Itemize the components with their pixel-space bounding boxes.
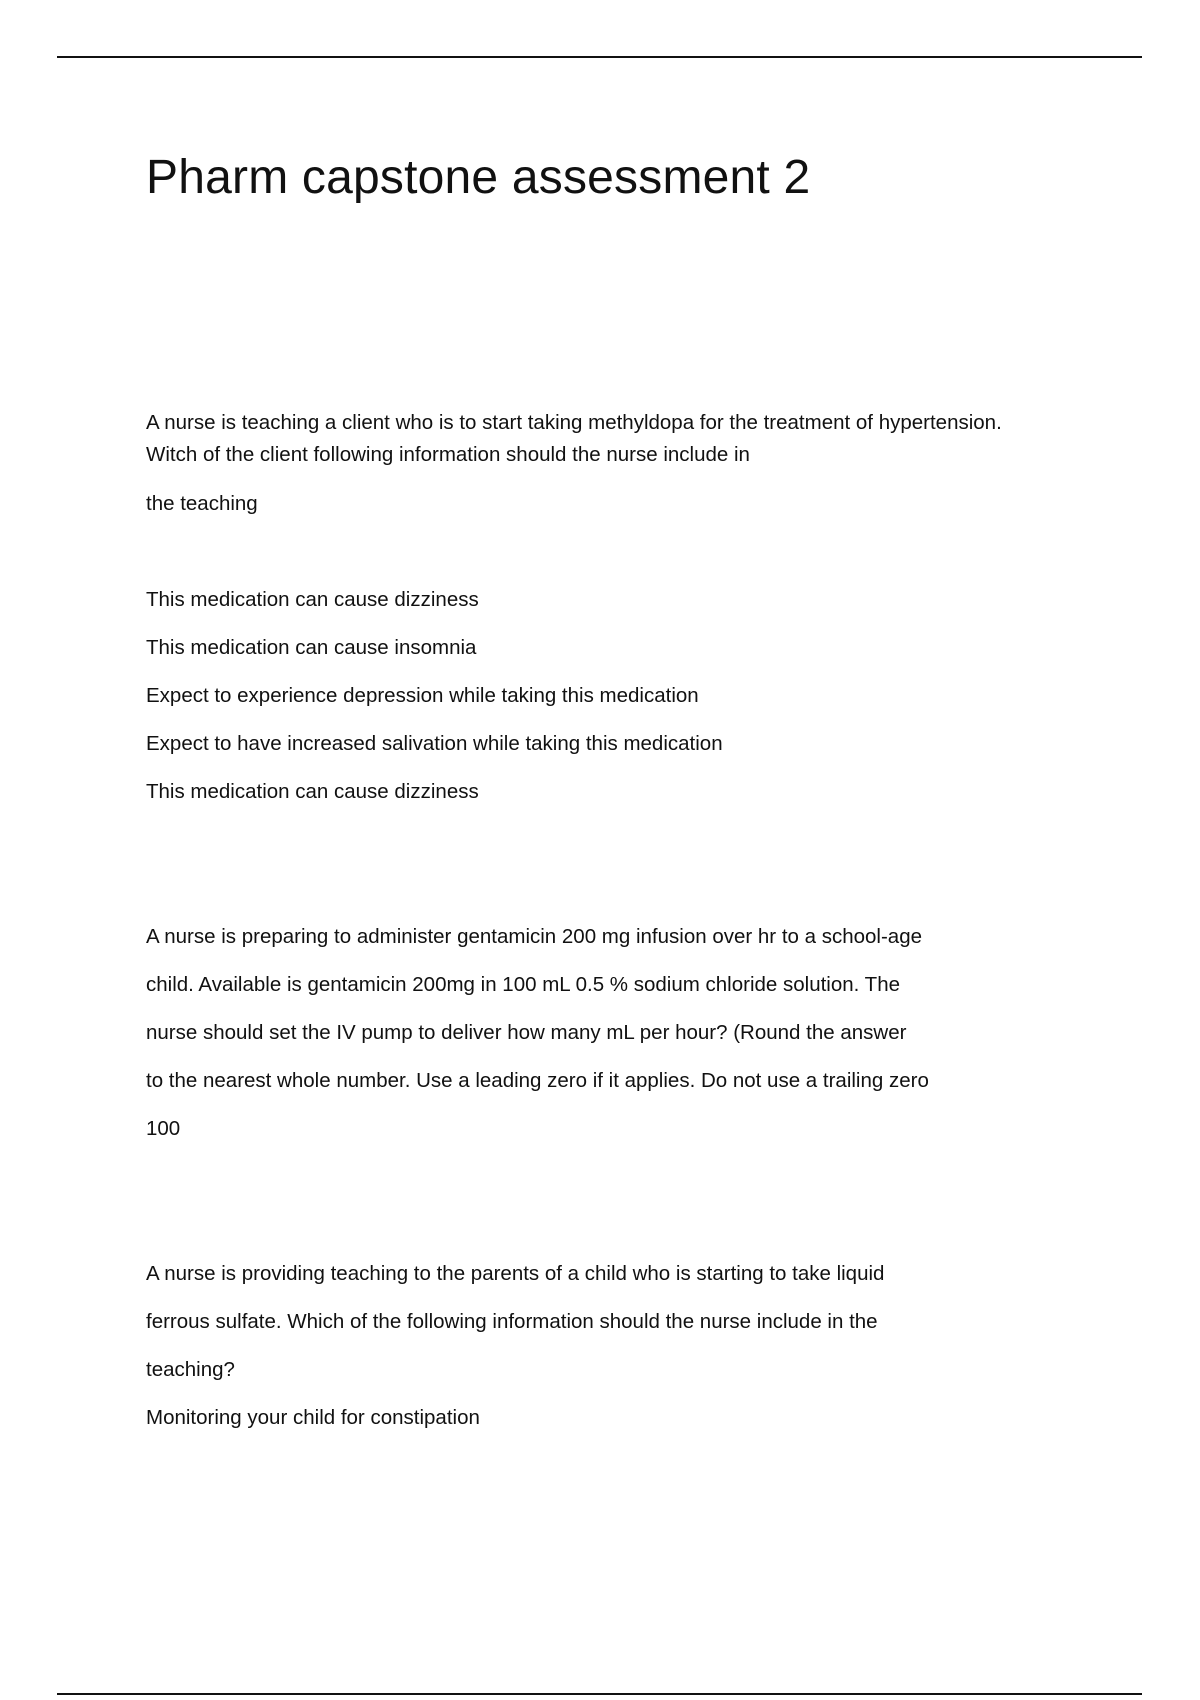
q2-stem-line-2: child. Available is gentamicin 200mg in 100 mL 0.5 % sodium chloride solution. The — [146, 973, 900, 996]
q1-stem-line-1: A nurse is teaching a client who is to start taking methyldopa for the treatment of hypertension. — [146, 411, 1002, 434]
q3-stem-line-1: A nurse is providing teaching to the parents of a child who is starting to take liquid — [146, 1262, 885, 1285]
header-rule — [57, 56, 1142, 58]
q1-stem-line-2: Witch of the client following information should the nurse include in — [146, 443, 750, 466]
q2-stem-line-4: to the nearest whole number. Use a leading zero if it applies. Do not use a trailing zero — [146, 1069, 929, 1092]
footer-rule — [57, 1693, 1142, 1695]
q3-stem-line-2: ferrous sulfate. Which of the following information should the nurse include in the — [146, 1310, 878, 1333]
q2-stem-line-1: A nurse is preparing to administer gentamicin 200 mg infusion over hr to a school-age — [146, 925, 923, 948]
q2-stem-line-3: nurse should set the IV pump to deliver how many mL per hour? (Round the answer — [146, 1021, 907, 1044]
document-title: Pharm capstone assessment 2 — [146, 151, 811, 204]
q2-answer: 100 — [146, 1117, 181, 1140]
q3-stem-line-3: teaching? — [146, 1358, 235, 1381]
q1-option-3: Expect to experience depression while taking this medication — [146, 684, 699, 707]
q1-option-2: This medication can cause insomnia — [146, 636, 477, 659]
q1-option-4: Expect to have increased salivation while taking this medication — [146, 732, 723, 755]
q1-option-5: This medication can cause dizziness — [146, 780, 479, 803]
q1-stem-line-3: the teaching — [146, 492, 258, 515]
q1-option-1: This medication can cause dizziness — [146, 588, 479, 611]
q3-answer: Monitoring your child for constipation — [146, 1406, 480, 1429]
